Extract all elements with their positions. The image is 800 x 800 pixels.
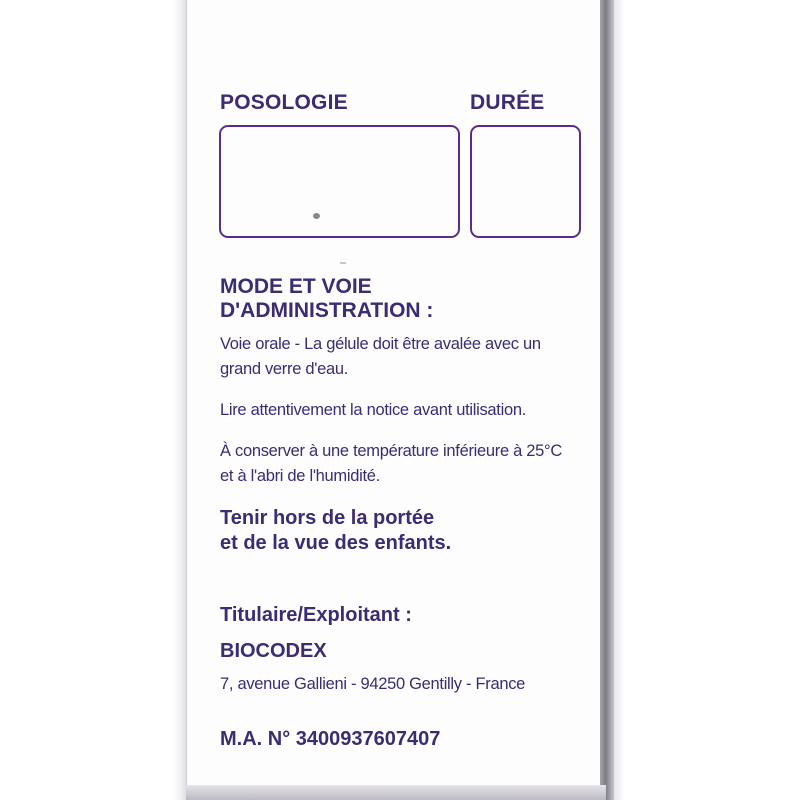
administration-text-line1: Voie orale - La gélule doit être avalée avec un <box>220 335 541 353</box>
storage-text-line1: À conserver à une température inférieure à 25°C <box>220 442 562 460</box>
warning-line2: et de la vue des enfants. <box>220 532 452 554</box>
company-name: BIOCODEX <box>220 640 327 662</box>
holder-label: Titulaire/Exploitant : <box>220 604 412 626</box>
authorization-number: M.A. N° 3400937607407 <box>220 728 441 750</box>
background-right <box>610 0 800 800</box>
administration-heading-line1: MODE ET VOIE <box>220 275 372 298</box>
storage-text-line2: et à l'abri de l'humidité. <box>220 467 380 485</box>
print-speck <box>313 213 320 219</box>
background-left <box>0 0 188 800</box>
administration-heading-line2: D'ADMINISTRATION : <box>220 299 434 322</box>
notice-text: Lire attentivement la notice avant utilisation. <box>220 401 526 419</box>
duration-label: DURÉE <box>470 91 545 114</box>
duration-box <box>470 125 581 238</box>
print-mark <box>340 262 346 264</box>
box-bottom-edge <box>186 785 606 800</box>
posology-label: POSOLOGIE <box>220 91 348 114</box>
administration-text-line2: grand verre d'eau. <box>220 360 349 378</box>
company-address: 7, avenue Gallieni - 94250 Gentilly - France <box>220 675 526 693</box>
posology-box <box>219 125 460 238</box>
warning-line1: Tenir hors de la portée <box>220 507 435 529</box>
box-edge-shadow <box>600 0 614 800</box>
